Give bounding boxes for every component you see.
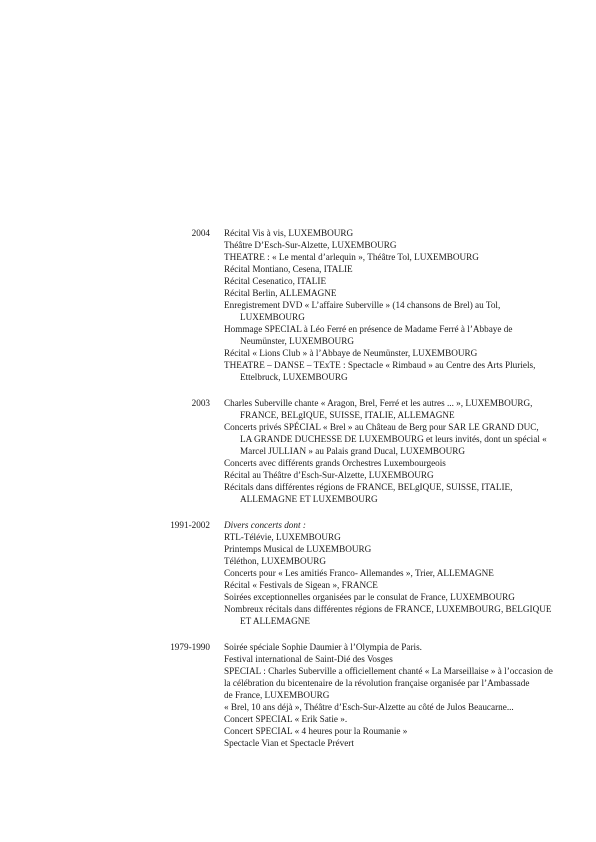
entry-continuation: ALLEMAGNE ET LUXEMBOURG (240, 494, 378, 504)
entry-continuation: ET ALLEMAGNE (240, 616, 311, 626)
entry-continuation: Neumünster, LUXEMBOURG (240, 336, 354, 346)
entry-text: Printemps Musical de LUXEMBOURG (224, 544, 372, 554)
entry-continuation: LUXEMBOURG (240, 312, 305, 322)
entry-text: Hommage SPECIAL à Léo Ferré en présence de Madame Ferré à l’Abbaye de (224, 324, 513, 334)
list-item (224, 481, 574, 505)
entry-text: THEATRE – DANSE – TExTE : Spectacle « Rimbaud » au Centre des Arts Pluriels, (224, 360, 536, 370)
list-item (224, 519, 574, 531)
year-label: 2004 (191, 228, 210, 238)
entry-text: « Brel, 10 ans déjà », Théâtre d’Esch-Sur-Alzette au côté de Julos Beaucarne... (224, 702, 514, 712)
list-item (224, 347, 574, 359)
entry-text: Récital Cesenatico, ITALIE (224, 276, 327, 286)
entry-text: Concert SPECIAL « 4 heures pour la Roumanie » (224, 726, 408, 736)
list-item (224, 579, 574, 591)
list-item (224, 359, 574, 383)
year-label: 2003 (191, 398, 210, 408)
entry-text: Récital au Théâtre d’Esch-Sur-Alzette, LUXEMBOURG (224, 470, 434, 480)
entry-text: Téléthon, LUXEMBOURG (224, 556, 327, 566)
entry-text: Récital Vis à vis, LUXEMBOURG (224, 228, 354, 238)
list-item (224, 665, 574, 677)
list-item (224, 531, 574, 543)
entry-continuation: Marcel JULLIAN » au Palais grand Ducal, LUXEMBOURG (240, 446, 466, 456)
list-item (224, 457, 574, 469)
list-item (224, 287, 574, 299)
list-item (224, 275, 574, 287)
entry-text: Récital Montiano, Cesena, ITALIE (224, 264, 353, 274)
entry-text: Théâtre D’Esch-Sur-Alzette, LUXEMBOURG (224, 240, 397, 250)
list-item (224, 397, 574, 421)
entry-text: Enregistrement DVD « L’affaire Suberville » (14 chansons de Brel) au Tol, (224, 300, 501, 310)
year-label: 1991-2002 (170, 520, 210, 530)
list-item (224, 299, 574, 323)
list-item (224, 239, 574, 251)
entry-text: Récital « Festivals de Sigean », FRANCE (224, 580, 378, 590)
year-label: 1979-1990 (170, 642, 210, 652)
entry-text: Concerts pour « Les amitiés Franco- Allemandes », Trier, ALLEMAGNE (224, 568, 494, 578)
list-item (224, 641, 574, 653)
list-item (224, 713, 574, 725)
entry-text: Concerts privés SPÉCIAL « Brel » au Château de Berg pour SAR LE GRAND DUC, (224, 422, 539, 432)
entry-text: Charles Suberville chante « Aragon, Brel, Ferré et les autres ... », LUXEMBOURG, (224, 398, 533, 408)
entry-text: de France, LUXEMBOURG (224, 690, 330, 700)
entry-text: Soirée spéciale Sophie Daumier à l’Olympia de Paris. (224, 642, 422, 652)
entry-text: Concerts avec différents grands Orchestres Luxembourgeois (224, 458, 446, 468)
list-item (224, 555, 574, 567)
entry-text: Festival international de Saint-Dié des Vosges (224, 654, 393, 664)
list-item (224, 251, 574, 263)
list-item (224, 323, 574, 347)
entry-text: Soirées exceptionnelles organisées par le consulat de France, LUXEMBOURG (224, 592, 515, 602)
entry-list (224, 397, 574, 505)
list-item (224, 725, 574, 737)
entry-text: la célébration du bicentenaire de la révolution française organisée par l’Ambassade (224, 678, 530, 688)
entry-text: Concert SPECIAL « Erik Satie ». (224, 714, 348, 724)
entry-text: Récital Berlin, ALLEMAGNE (224, 288, 337, 298)
career-timeline (0, 227, 596, 763)
entry-list (224, 227, 574, 383)
list-item (224, 603, 574, 627)
year-section (0, 641, 596, 749)
list-item (224, 737, 574, 749)
year-section (0, 227, 596, 383)
entry-text: Récital « Lions Club » à l’Abbaye de Neumünster, LUXEMBOURG (224, 348, 478, 358)
entry-text: Nombreux récitals dans différentes régions de FRANCE, LUXEMBOURG, BELGIQUE (224, 604, 552, 614)
entry-continuation: LA GRANDE DUCHESSE DE LUXEMBOURG et leurs invités, dont un spécial « (240, 434, 547, 444)
year-section (0, 397, 596, 505)
list-item (224, 227, 574, 239)
year-section (0, 519, 596, 627)
entry-continuation: FRANCE, BELgIQUE, SUISSE, ITALIE, ALLEMAGNE (240, 410, 455, 420)
list-item (224, 591, 574, 603)
list-item (224, 543, 574, 555)
list-item (224, 701, 574, 713)
entry-list (224, 519, 574, 627)
entry-text: SPECIAL : Charles Suberville a officiellement chanté « La Marseillaise » à l’occasion de (224, 666, 553, 676)
entry-text: THEATRE : « Le mental d’arlequin », Théâtre Tol, LUXEMBOURG (224, 252, 479, 262)
entry-text: Spectacle Vian et Spectacle Prévert (224, 738, 354, 748)
list-item (224, 677, 574, 689)
list-item (224, 421, 574, 457)
entry-text: Divers concerts dont : (224, 520, 306, 530)
entry-list (224, 641, 574, 749)
entry-text: Récitals dans différentes régions de FRANCE, BELgIQUE, SUISSE, ITALIE, (224, 482, 513, 492)
list-item (224, 469, 574, 481)
list-item (224, 653, 574, 665)
list-item (224, 567, 574, 579)
list-item (224, 689, 574, 701)
list-item (224, 263, 574, 275)
entry-continuation: Ettelbruck, LUXEMBOURG (240, 372, 348, 382)
entry-text: RTL-Télévie, LUXEMBOURG (224, 532, 341, 542)
